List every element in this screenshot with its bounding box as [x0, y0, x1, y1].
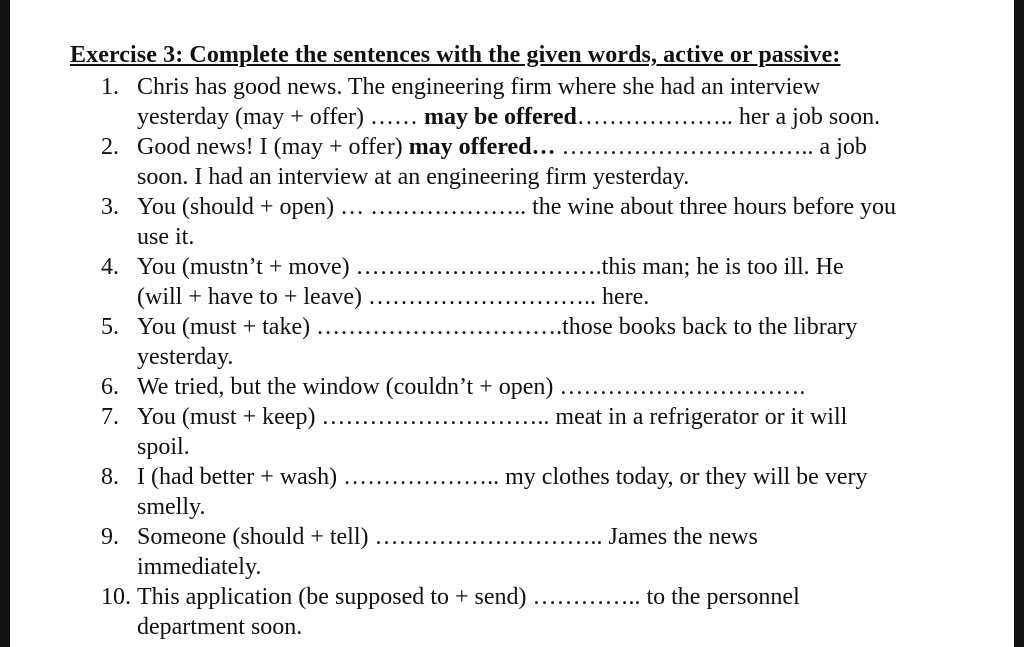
- item-text: immediately.: [137, 554, 262, 580]
- item-text: [137, 132, 867, 162]
- item-text: This application (be supposed to + send) ………….. to the personnel: [137, 584, 800, 610]
- item-text: Chris has good news. The engineering firm where she had an interview: [137, 74, 821, 100]
- right-border-bar: [1014, 0, 1024, 647]
- item-number: 3.: [101, 194, 119, 220]
- item-number: 1.: [101, 74, 119, 100]
- item-number: 8.: [101, 464, 119, 490]
- item-text: We tried, but the window (couldn’t + open) ………………………….: [137, 374, 806, 400]
- item-text: Someone (should + tell) ……………………….. James the news: [137, 524, 758, 550]
- exercise-title: Exercise 3: Complete the sentences with the given words, active or passive:: [70, 42, 841, 68]
- item-text-part: yesterday (may + offer) ……: [137, 104, 424, 130]
- item-number: 5.: [101, 314, 119, 340]
- item-text: You (must + keep) ……………………….. meat in a refrigerator or it will: [137, 404, 848, 430]
- item-number: 4.: [101, 254, 119, 280]
- answer-text: may be offered: [424, 104, 577, 130]
- item-text: smelly.: [137, 494, 206, 520]
- left-border-bar: [0, 0, 10, 647]
- answer-text: may offered…: [408, 134, 556, 160]
- item-number: 2.: [101, 134, 119, 160]
- item-text: department soon.: [137, 614, 303, 640]
- item-text: soon. I had an interview at an engineering firm yesterday.: [137, 164, 690, 190]
- item-text-part: ………………………….. a job: [555, 134, 867, 160]
- item-text: (will + have to + leave) ……………………….. here.: [137, 284, 650, 310]
- item-text: You (mustn’t + move) ………………………….this man; he is too ill. He: [137, 254, 844, 280]
- item-text: You (must + take) ………………………….those books back to the library: [137, 314, 858, 340]
- item-text-part: Good news! I (may + offer): [137, 134, 409, 160]
- item-text: I (had better + wash) ……………….. my clothes today, or they will be very: [137, 464, 868, 490]
- item-number: 9.: [101, 524, 119, 550]
- item-text: [137, 102, 880, 132]
- item-number: 7.: [101, 404, 119, 430]
- item-text: use it.: [137, 224, 195, 250]
- item-text: You (should + open) … ……………….. the wine about three hours before you: [137, 194, 896, 220]
- item-text: spoil.: [137, 434, 190, 460]
- item-number: 6.: [101, 374, 119, 400]
- item-text: yesterday.: [137, 344, 234, 370]
- item-number: 10.: [101, 584, 131, 610]
- item-text-part: ……………….. her a job soon.: [576, 104, 881, 130]
